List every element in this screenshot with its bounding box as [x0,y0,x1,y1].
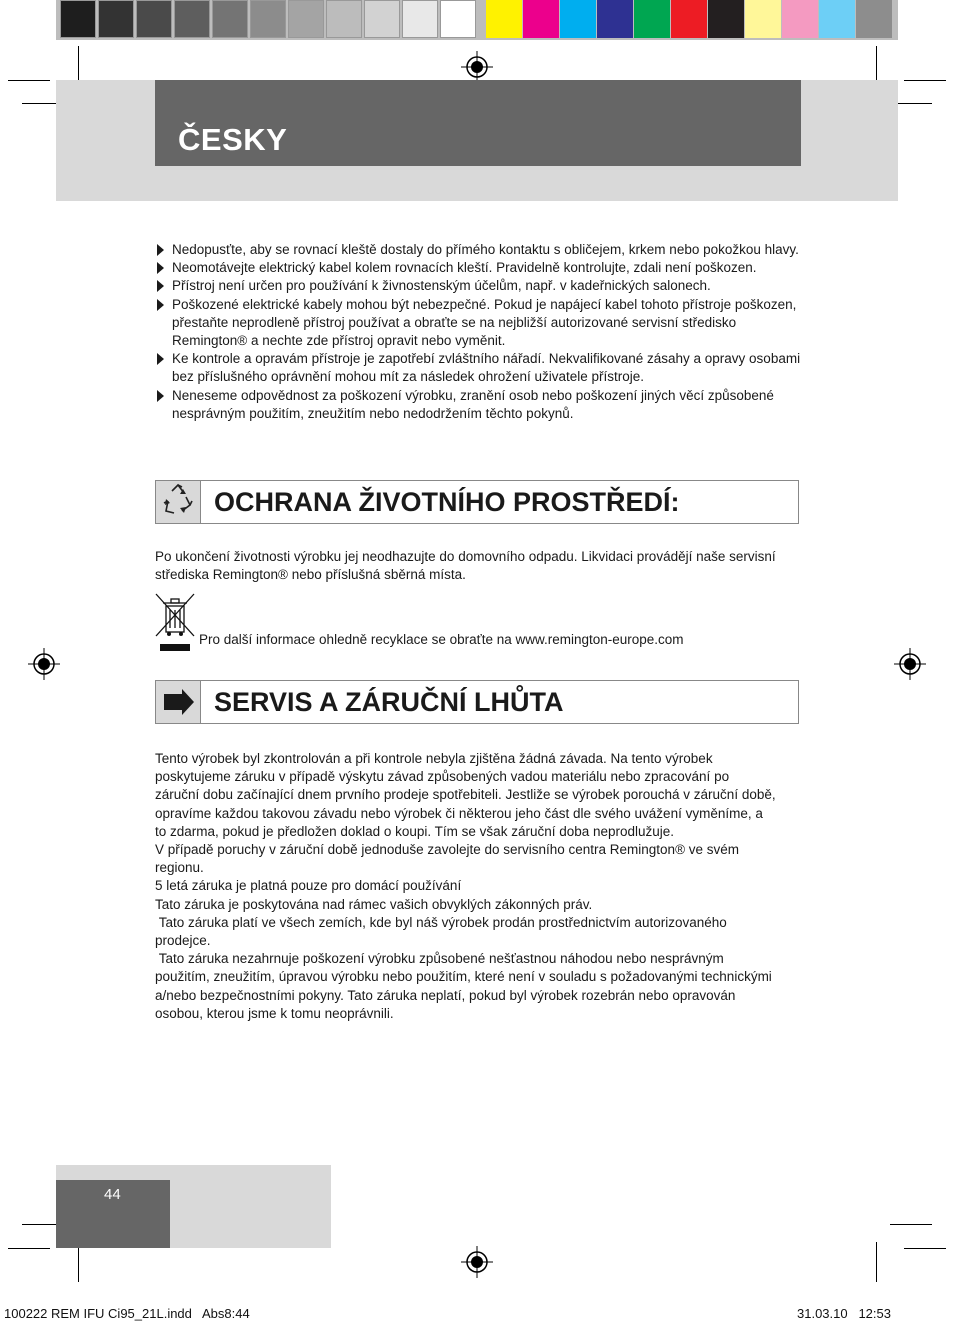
crop-mark [904,1248,946,1249]
section-title: SERVIS A ZÁRUČNÍ LHŮTA [214,687,564,717]
crop-mark [78,1242,79,1282]
paragraph: Tento výrobek byl zkontrolován a při kontrole nebyla zjištěna žádná závada. Na tento výrobek poskytujeme záruku v případě výskytu závad způsobených vadou materiálu nebo zpracování po záruční dobu začínající dnem prvního prodeje spotřebiteli. Jestliže se výrobek porouchá v záruční době, opravíme každou takovou závadu nebo výrobek či některou jeho část dle svého uvážení vyměníme, a to zdarma, pokud je předložen doklad o koupi. Tím se však záruční doba neprodlužuje. [155,751,776,839]
color-swatch [523,0,559,38]
registration-mark-icon [28,648,60,680]
registration-mark-icon [461,51,493,83]
color-swatch [250,0,286,38]
color-swatch [288,0,324,38]
section-title: OCHRANA ŽIVOTNÍHO PROSTŘEDÍ: [214,487,680,517]
recycle-icon [156,481,200,523]
list-item: Nedopusťte, aby se rovnací kleště dostaly do přímého kontaktu s obličejem, krkem nebo pokožkou hlavy. [155,241,815,259]
service-section-header [155,680,799,724]
color-swatch [60,0,96,38]
crop-mark [876,1242,877,1282]
environment-text: Po ukončení životnosti výrobku jej neodhazujte do domovního odpadu. Likvidaci provádějí naše servisní střediska Remington® nebo příslušná sběrná místa. [155,549,776,583]
safety-bullet-list [155,241,815,423]
recycle-info-text: Pro další informace ohledně recyklace se obraťte na www.remington-europe.com [199,632,684,647]
list-item: Neomotávejte elektrický kabel kolem rovnacích kleští. Pravidelně kontrolujte, zdali není poškozen. [155,259,815,277]
color-swatch [326,0,362,38]
list-item: Poškozené elektrické kabely mohou být nebezpečné. Pokud je napájecí kabel tohoto přístroje poškozen, přestaňte neprodleně přístroj používat a obraťte se na nejbližší autorizované servisní středisko Remington® a nechte zde přístroj opravit nebo vyměnit. [155,296,815,351]
color-swatch [212,0,248,38]
color-swatch [364,0,400,38]
paragraph: Tato záruka platí ve všech zemích, kde byl náš výrobek prodán prostřednictvím autorizovaného prodejce. [155,914,731,949]
color-swatch [560,0,596,38]
crop-mark [904,80,946,81]
color-swatch [98,0,134,38]
page-number: 44 [104,1186,121,1203]
color-swatch [745,0,781,38]
crop-mark [8,80,50,81]
color-swatch [597,0,633,38]
environment-section-header [155,480,799,524]
list-item: Ke kontrole a opravám přístroje je zapotřebí zvláštního nářadí. Nekvalifikované zásahy a opravy osobami bez příslušného oprávnění mohou mít za následek ohrožení uživatele přístroje. [155,350,815,386]
list-item: Přístroj není určen pro používání k živnostenským účelům, např. v kadeřnických salonech. [155,277,815,295]
color-swatch [486,0,522,38]
registration-mark-icon [894,648,926,680]
color-swatch [856,0,892,38]
crop-mark [8,1248,50,1249]
paragraph: Tato záruka nezahrnuje poškození výrobku způsobené nešťastnou náhodou nebo nesprávným použitím, zneužitím, úpravou výrobku nebo použitím, které není v souladu s požadovanými technickými a/nebo bezpečnostními pokyny. Tato záruka neplatí, pokud byl výrobek rozebrán nebo opravován osobou, kterou jsme k tomu neoprávnili. [155,951,776,1021]
paragraph: V případě poruchy v záruční době jednoduše zavolejte do servisního centra Remington® ve svém regionu. [155,842,740,876]
paragraph: Tato záruka je poskytována nad rámec vašich obvyklých zákonných práv. [155,896,593,912]
color-swatch [174,0,210,38]
date-slug: 31.03.10 12:53 [797,1306,891,1321]
crossed-bin-icon [154,592,196,654]
paragraph: 5 letá záruka je platná pouze pro domácí používání [155,878,462,894]
color-swatch [671,0,707,38]
crop-mark [890,1224,932,1225]
color-swatch [440,0,476,38]
page-title: ČESKY [178,122,288,157]
registration-mark-icon [461,1246,493,1278]
file-slug: 100222 REM IFU Ci95_21L.indd Abs8:44 [4,1306,250,1321]
service-text [155,750,777,1023]
color-swatch [708,0,744,38]
color-swatch [402,0,438,38]
color-swatch [782,0,818,38]
color-swatch [819,0,855,38]
color-swatch [136,0,172,38]
section-icon-box [156,681,201,723]
list-item: Neneseme odpovědnost za poškození výrobku, zranění osob nebo poškození jiných věcí způsobené nesprávným použitím, zneužitím nebo nedodržením těchto pokynů. [155,387,815,423]
arrow-right-icon [156,681,200,723]
color-swatch [634,0,670,38]
section-icon-box [156,481,201,523]
